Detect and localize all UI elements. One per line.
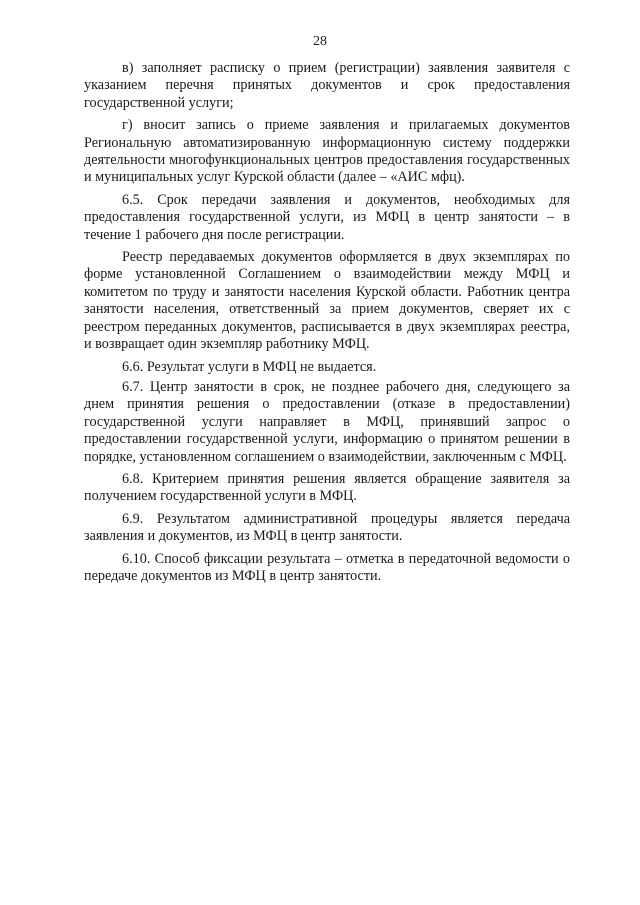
paragraph-6-7: 6.7. Центр занятости в срок, не позднее рабочего дня, следующего за днем принятия решения о предоставлении (отказе в предоставлении) государственной услуги направляет в МФЦ, принявший запрос о предоставлении государственной услуги, информацию о принятом решении в порядке, установленном соглашением о взаимодействии, заключенным с МФЦ. [84, 378, 570, 465]
page-number: 28 [313, 34, 327, 49]
paragraph-6-10: 6.10. Способ фиксации результата – отметка в передаточной ведомости о передаче документов из МФЦ в центр занятости. [84, 550, 570, 584]
paragraph-v-receipt: в) заполняет расписку о прием (регистрации) заявления заявителя с указанием перечня принятых документов и срок предоставления государственной услуги; [84, 60, 570, 111]
paragraph-6-6: 6.6. Результат услуги в МФЦ не выдается. [122, 358, 377, 375]
paragraph-registry: Реестр передаваемых документов оформляется в двух экземплярах по форме установленной Соглашением о взаимодействии между МФЦ и комитетом по труду и занятости населения Курской области. Работник центра занятости населения, ответственный за прием документов, сверяет их с реестром переданных документов, расписывается в двух экземплярах реестра, и возвращает один экземпляр работнику МФЦ. [84, 249, 570, 353]
document-body [84, 60, 570, 590]
paragraph-6-8: 6.8. Критерием принятия решения является обращение заявителя за получением государственной услуги в МФЦ. [84, 470, 570, 505]
paragraph-g-record: г) вносит запись о приеме заявления и прилагаемых документов Региональную автоматизированную информационную систему поддержки деятельности многофункциональных центров предоставления государственных и муниципальных услуг Курской области (далее – «АИС мфц). [84, 117, 570, 186]
paragraph-6-5: 6.5. Срок передачи заявления и документов, необходимых для предоставления государственной услуги, из МФЦ в центр занятости – в течение 1 рабочего дня после регистрации. [84, 191, 570, 243]
paragraph-6-9: 6.9. Результатом административной процедуры является передача заявления и документов, из МФЦ в центр занятости. [84, 510, 570, 545]
